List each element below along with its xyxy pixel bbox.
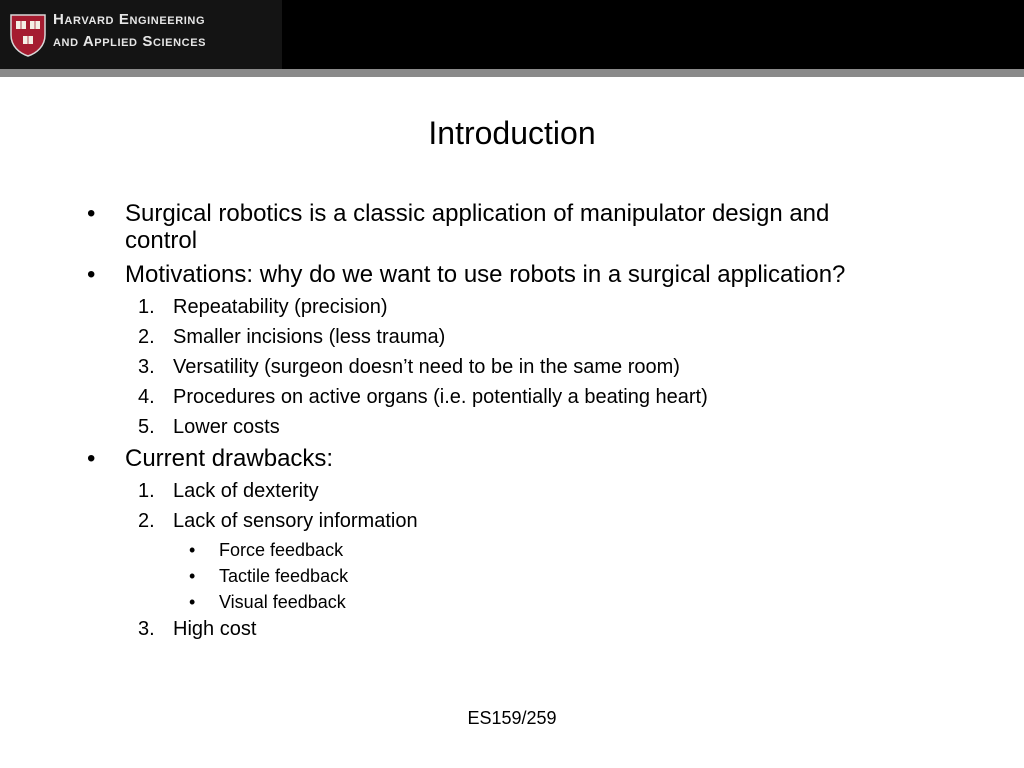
bullet-item [0, 445, 905, 472]
numbered-text: Smaller incisions (less trauma) [173, 326, 446, 348]
bullet-marker: • [189, 540, 196, 560]
harvard-seas-logo [0, 0, 282, 69]
number-marker: 1. [138, 480, 155, 502]
bullet-text: Motivations: why do we want to use robots in a surgical application? [125, 261, 846, 288]
bullet-item [0, 200, 905, 254]
number-marker: 3. [138, 356, 155, 378]
sub-bullet-item [0, 565, 1024, 587]
sub-bullet-text: Force feedback [219, 540, 344, 560]
sub-bullet-text: Visual feedback [219, 592, 346, 612]
number-marker: 3. [138, 618, 155, 640]
number-marker: 5. [138, 416, 155, 438]
numbered-item [0, 355, 1024, 379]
header-bar [0, 0, 1024, 69]
number-marker: 1. [138, 296, 155, 318]
numbered-text: Procedures on active organs (i.e. potentially a beating heart) [173, 386, 708, 408]
bullet-marker: • [189, 592, 196, 612]
logo-line-2: and Applied Sciences [53, 33, 207, 50]
numbered-text: Repeatability (precision) [173, 296, 388, 318]
logo-line-1: Harvard Engineering [53, 11, 206, 28]
bullet-text: Current drawbacks: [125, 445, 334, 472]
header-rule [0, 69, 1024, 77]
bullet-item [0, 261, 905, 288]
slide-title: Introduction [428, 115, 596, 151]
sub-bullet-item [0, 539, 1024, 561]
bullet-marker: • [87, 200, 96, 227]
numbered-item [0, 415, 1024, 439]
numbered-item [0, 509, 1024, 533]
numbered-text: Versatility (surgeon doesn’t need to be in the same room) [173, 356, 680, 378]
bullet-text: Surgical robotics is a classic application of manipulator design and control [125, 200, 830, 254]
sub-bullet-text: Tactile feedback [219, 566, 349, 586]
numbered-text: Lack of dexterity [173, 480, 319, 502]
numbered-item [0, 617, 1024, 641]
harvard-shield-icon [9, 13, 47, 57]
numbered-text: Lack of sensory information [173, 510, 418, 532]
numbered-item [0, 325, 1024, 349]
numbered-text: Lower costs [173, 416, 280, 438]
sub-bullet-item [0, 591, 1024, 613]
number-marker: 2. [138, 326, 155, 348]
bullet-marker: • [189, 566, 196, 586]
slide-footer: ES159/259 [467, 708, 557, 728]
number-marker: 4. [138, 386, 155, 408]
numbered-text: High cost [173, 618, 257, 640]
bullet-marker: • [87, 261, 96, 288]
numbered-item [0, 479, 1024, 503]
bullet-marker: • [87, 445, 96, 472]
numbered-item [0, 385, 1024, 409]
number-marker: 2. [138, 510, 155, 532]
slide-body [0, 200, 1024, 647]
numbered-item [0, 295, 1024, 319]
